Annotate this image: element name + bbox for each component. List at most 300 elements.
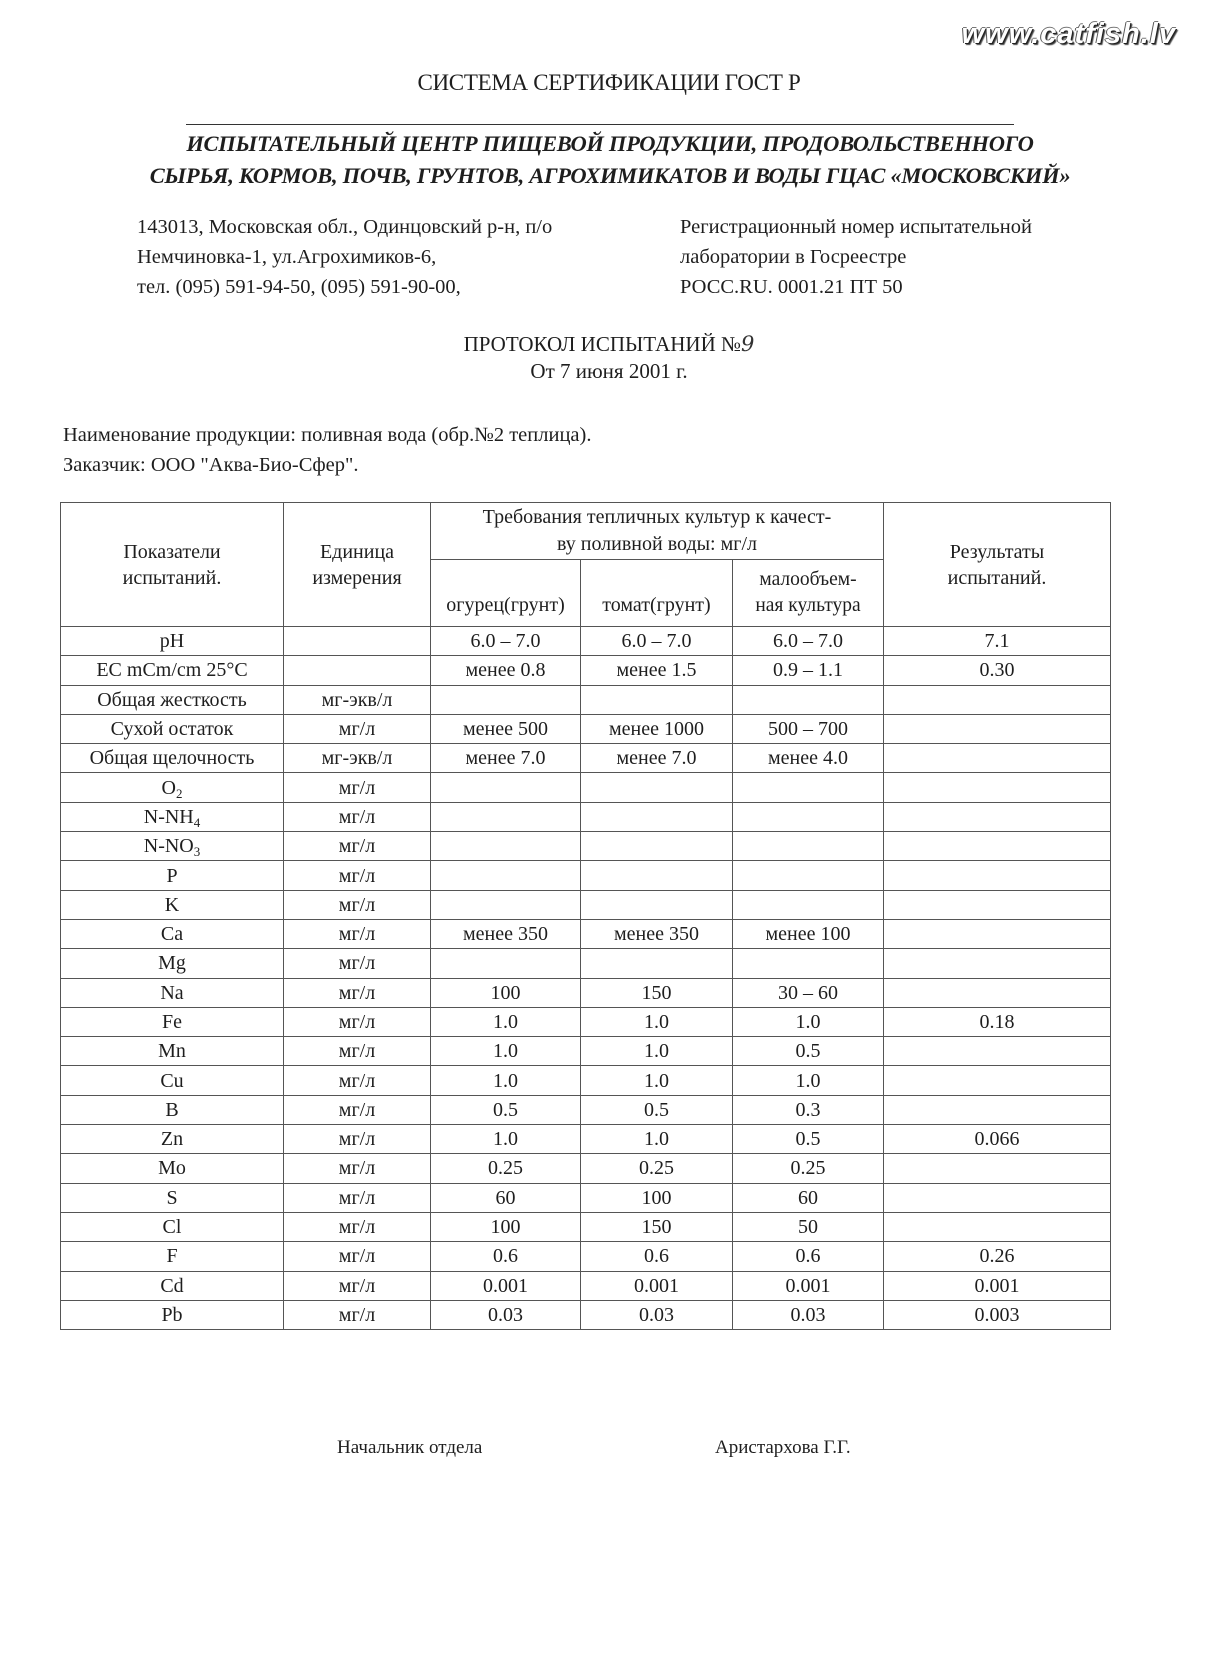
low-volume-cell-text: 0.001 (785, 1274, 831, 1297)
center-name-line-2: СЫРЬЯ, КОРМОВ, ПОЧВ, ГРУНТОВ, АГРОХИМИКАТОВ И ВОДЫ ГЦАС «МОСКОВСКИЙ» (149, 163, 1071, 188)
result-cell-text: 0.30 (979, 659, 1015, 682)
cucumber-cell-text: 0.6 (493, 1245, 518, 1268)
cucumber-cell-text: 60 (495, 1186, 516, 1209)
watermark: www.catfish.lv (961, 18, 1176, 50)
unit-cell-text: мг-экв/л (321, 688, 393, 711)
result-cell (884, 1095, 1111, 1124)
table-row (61, 1242, 1111, 1271)
unit-cell-text: мг/л (338, 1274, 376, 1297)
cucumber-cell-text: 0.25 (488, 1157, 523, 1180)
cucumber-cell (431, 1183, 581, 1212)
low-volume-cell (733, 919, 884, 948)
result-cell (884, 1125, 1111, 1154)
unit-cell (284, 773, 431, 802)
tomato-cell (581, 919, 733, 948)
protocol-date: От 7 июня 2001 г. (530, 359, 688, 383)
cucumber-cell-text: менее 7.0 (465, 747, 546, 770)
indicator-cell-text: Cu (160, 1069, 184, 1092)
table-row (61, 1037, 1111, 1066)
tomato-cell (581, 1066, 733, 1095)
result-cell (884, 802, 1111, 831)
cucumber-cell-text: 0.03 (488, 1303, 523, 1326)
unit-cell (284, 1066, 431, 1095)
header-text: ная культура (755, 595, 861, 616)
low-volume-cell-text: 50 (798, 1216, 818, 1239)
result-cell (884, 656, 1111, 685)
unit-cell (284, 1271, 431, 1300)
table-row (61, 1154, 1111, 1183)
result-cell (884, 861, 1111, 890)
cucumber-cell (431, 832, 581, 861)
indicator-cell (61, 773, 284, 802)
indicator-cell-text: Mn (158, 1040, 186, 1063)
indicator-cell (61, 656, 284, 685)
low-volume-cell (733, 949, 884, 978)
indicator-cell-text: O (161, 776, 176, 799)
unit-cell (284, 1212, 431, 1241)
unit-cell-text: мг-экв/л (321, 747, 393, 770)
result-cell (884, 773, 1111, 802)
unit-cell-text: мг/л (338, 1157, 376, 1180)
product-name: Наименование продукции: поливная вода (обр.№2 теплица). (63, 424, 592, 446)
unit-cell (284, 802, 431, 831)
table-row (61, 1095, 1111, 1124)
low-volume-cell (733, 1154, 884, 1183)
table-row (61, 861, 1111, 890)
address-line: тел. (095) 591-94-50, (095) 591-90-00, (137, 276, 461, 298)
unit-cell-text: мг/л (338, 1245, 376, 1268)
tomato-cell (581, 1212, 733, 1241)
subscript: 4 (193, 814, 201, 830)
indicator-cell-text: Общая жесткость (97, 688, 247, 711)
low-volume-cell (733, 1242, 884, 1271)
tomato-cell (581, 1037, 733, 1066)
unit-cell-text: мг/л (338, 864, 376, 887)
unit-cell (284, 1300, 431, 1329)
signatory-position: Начальник отдела (337, 1437, 483, 1458)
table-row (61, 1007, 1111, 1036)
cucumber-cell (431, 1154, 581, 1183)
header-requirements (431, 503, 884, 560)
unit-cell-text: мг/л (338, 1216, 376, 1239)
tomato-cell-text: 150 (641, 981, 672, 1004)
indicator-cell-text: Cd (160, 1274, 184, 1297)
tomato-cell (581, 978, 733, 1007)
low-volume-cell-text: 0.25 (790, 1157, 826, 1180)
subscript: 2 (175, 785, 183, 801)
tomato-cell-text: 1.0 (644, 1128, 669, 1151)
result-cell-text: 0.001 (974, 1274, 1020, 1297)
unit-cell-text: мг/л (338, 923, 376, 946)
table-row (61, 978, 1111, 1007)
cucumber-cell-text: 1.0 (493, 1069, 518, 1092)
table-row (61, 656, 1111, 685)
unit-cell-text: мг/л (338, 1186, 376, 1209)
tomato-cell (581, 714, 733, 743)
registry-line: РОСС.RU. 0001.21 ПТ 50 (680, 276, 903, 298)
low-volume-cell-text: 0.5 (795, 1128, 821, 1151)
indicator-cell-text: Сухой остаток (110, 718, 234, 741)
cucumber-cell (431, 685, 581, 714)
result-cell (884, 832, 1111, 861)
result-cell (884, 714, 1111, 743)
unit-cell-text: мг/л (338, 952, 376, 975)
indicator-cell-text: Общая щелочность (89, 747, 255, 770)
tomato-cell (581, 1183, 733, 1212)
result-cell (884, 1271, 1111, 1300)
indicator-cell (61, 1095, 284, 1124)
result-cell-text: 0.003 (974, 1303, 1020, 1326)
header-low-volume (733, 560, 884, 627)
tomato-cell (581, 832, 733, 861)
cucumber-cell (431, 1066, 581, 1095)
indicator-cell (61, 978, 284, 1007)
result-cell (884, 1212, 1111, 1241)
result-cell (884, 1300, 1111, 1329)
result-cell-text: 0.26 (979, 1245, 1015, 1268)
unit-cell (284, 656, 431, 685)
low-volume-cell (733, 744, 884, 773)
tomato-cell (581, 890, 733, 919)
table-row (61, 802, 1111, 831)
unit-cell (284, 714, 431, 743)
tomato-cell (581, 1300, 733, 1329)
tomato-cell-text: 0.03 (639, 1303, 674, 1326)
tomato-cell (581, 1242, 733, 1271)
low-volume-cell (733, 978, 884, 1007)
cucumber-cell (431, 1095, 581, 1124)
cucumber-cell (431, 919, 581, 948)
table-row (61, 949, 1111, 978)
customer-name: Заказчик: ООО "Аква-Био-Сфер". (63, 454, 359, 476)
cucumber-cell (431, 802, 581, 831)
low-volume-cell-text: 6.0 – 7.0 (773, 630, 843, 653)
center-name-line-1: ИСПЫТАТЕЛЬНЫЙ ЦЕНТР ПИЩЕВОЙ ПРОДУКЦИИ, ПРОДОВОЛЬСТВЕННОГО (186, 131, 1034, 156)
cucumber-cell (431, 1007, 581, 1036)
low-volume-cell-text: 500 – 700 (768, 718, 848, 741)
signatory-name: Аристархова Г.Г. (715, 1437, 851, 1458)
unit-cell (284, 1125, 431, 1154)
product-info (63, 420, 591, 480)
unit-cell-text: мг/л (338, 1098, 376, 1121)
result-cell (884, 1154, 1111, 1183)
low-volume-cell-text: 30 – 60 (778, 981, 838, 1004)
low-volume-cell (733, 1300, 884, 1329)
indicator-cell (61, 1007, 284, 1036)
header-unit (284, 503, 431, 627)
tomato-cell-text: 1.0 (644, 1011, 669, 1033)
cucumber-cell-text: 100 (490, 981, 521, 1004)
table-row (61, 890, 1111, 919)
tomato-cell-text: менее 1.5 (616, 659, 697, 682)
tomato-cell-text: 0.001 (634, 1274, 679, 1297)
low-volume-cell-text: менее 100 (765, 923, 851, 946)
tomato-cell-text: 100 (641, 1186, 672, 1209)
low-volume-cell (733, 685, 884, 714)
indicator-cell (61, 714, 284, 743)
unit-cell-text: мг/л (338, 1011, 376, 1033)
indicator-cell (61, 685, 284, 714)
result-cell (884, 1007, 1111, 1036)
indicator-cell-text: Fe (162, 1011, 182, 1033)
indicator-cell-text: Zn (160, 1128, 184, 1151)
tomato-cell-text: 150 (641, 1216, 672, 1239)
tomato-cell (581, 773, 733, 802)
address-line: Немчиновка-1, ул.Агрохимиков-6, (137, 246, 437, 268)
low-volume-cell-text: 0.03 (790, 1303, 826, 1326)
header-results (884, 503, 1111, 627)
table-row (61, 1300, 1111, 1329)
table-row (61, 1212, 1111, 1241)
low-volume-cell (733, 890, 884, 919)
tomato-cell (581, 861, 733, 890)
unit-cell-text: мг/л (338, 1128, 376, 1151)
certification-system-title: СИСТЕМА СЕРТИФИКАЦИИ ГОСТ Р (417, 70, 801, 95)
address-line: 143013, Московская обл., Одинцовский р-н, п/о (137, 216, 553, 238)
unit-cell (284, 627, 431, 656)
unit-cell (284, 890, 431, 919)
cucumber-cell (431, 1125, 581, 1154)
cucumber-cell (431, 1037, 581, 1066)
low-volume-cell (733, 1066, 884, 1095)
indicator-cell-text: K (164, 893, 180, 916)
indicator-cell-text: N-NH (143, 805, 194, 828)
cucumber-cell (431, 1212, 581, 1241)
address-block (137, 212, 657, 302)
cucumber-cell-text: менее 0.8 (465, 659, 546, 682)
subscript: 3 (193, 844, 201, 860)
header-text: малообъем- (759, 569, 857, 590)
result-cell-text: 0.18 (979, 1011, 1015, 1033)
tomato-cell (581, 1007, 733, 1036)
unit-cell (284, 949, 431, 978)
table-row (61, 685, 1111, 714)
low-volume-cell-text: 60 (798, 1186, 818, 1209)
result-cell (884, 949, 1111, 978)
low-volume-cell-text: 0.6 (795, 1245, 821, 1268)
table-row (61, 832, 1111, 861)
result-cell (884, 1183, 1111, 1212)
low-volume-cell-text: 0.3 (795, 1098, 821, 1121)
indicator-cell-text: Mg (158, 952, 186, 975)
unit-cell-text: мг/л (338, 1069, 376, 1092)
indicator-cell (61, 890, 284, 919)
header-text: Показатели (123, 540, 221, 563)
indicator-cell (61, 919, 284, 948)
unit-cell (284, 919, 431, 948)
low-volume-cell (733, 832, 884, 861)
indicator-cell-text: B (165, 1098, 179, 1121)
indicator-cell (61, 802, 284, 831)
tomato-cell (581, 685, 733, 714)
low-volume-cell (733, 1095, 884, 1124)
indicator-cell-text: Mo (158, 1157, 186, 1180)
cucumber-cell (431, 627, 581, 656)
indicator-cell-text: S (166, 1186, 178, 1209)
tomato-cell (581, 744, 733, 773)
table-row (61, 1271, 1111, 1300)
cucumber-cell (431, 890, 581, 919)
low-volume-cell (733, 1271, 884, 1300)
unit-cell (284, 978, 431, 1007)
cucumber-cell-text: менее 350 (463, 923, 548, 946)
unit-cell (284, 1242, 431, 1271)
header-text: Единица (319, 540, 395, 563)
indicator-cell (61, 949, 284, 978)
tomato-cell (581, 1125, 733, 1154)
tomato-cell (581, 1154, 733, 1183)
low-volume-cell-text: 0.5 (795, 1040, 821, 1063)
indicator-cell (61, 1154, 284, 1183)
unit-cell-text: мг/л (338, 805, 376, 828)
tomato-cell-text: 6.0 – 7.0 (621, 630, 692, 653)
indicator-cell-text: Ca (160, 923, 184, 946)
tomato-cell-text: 0.25 (639, 1157, 674, 1180)
header-text: Результаты (949, 540, 1045, 563)
low-volume-cell-text: 1.0 (795, 1011, 821, 1033)
tomato-cell-text: менее 1000 (609, 718, 704, 741)
cucumber-cell-text: 0.001 (483, 1274, 528, 1297)
indicator-cell (61, 1271, 284, 1300)
tomato-cell-text: 1.0 (644, 1069, 669, 1092)
result-cell-text: 0.066 (974, 1128, 1020, 1151)
result-cell-text: 7.1 (984, 630, 1010, 653)
indicator-cell-text: Cl (162, 1216, 182, 1239)
registry-line: Регистрационный номер испытательной (680, 216, 1032, 238)
low-volume-cell (733, 1037, 884, 1066)
protocol-number: 9 (741, 332, 755, 356)
indicator-cell (61, 1037, 284, 1066)
unit-cell-text: мг/л (338, 1040, 376, 1063)
low-volume-cell (733, 714, 884, 743)
result-cell (884, 685, 1111, 714)
tomato-cell (581, 949, 733, 978)
tomato-cell-text: менее 7.0 (616, 747, 697, 770)
table-row (61, 773, 1111, 802)
table-row (61, 744, 1111, 773)
unit-cell (284, 1183, 431, 1212)
low-volume-cell-text: 1.0 (795, 1069, 821, 1092)
table-row (61, 627, 1111, 656)
indicator-cell (61, 1183, 284, 1212)
header-text: измерения (312, 566, 402, 589)
tomato-cell-text: 0.6 (644, 1245, 669, 1268)
indicator-cell (61, 627, 284, 656)
table-row (61, 1125, 1111, 1154)
indicator-cell-text: Pb (161, 1303, 183, 1326)
indicator-cell (61, 832, 284, 861)
low-volume-cell (733, 1125, 884, 1154)
result-cell (884, 744, 1111, 773)
cucumber-cell-text: 0.5 (493, 1098, 518, 1121)
low-volume-cell (733, 802, 884, 831)
cucumber-cell-text: 100 (490, 1216, 521, 1239)
unit-cell-text: мг/л (338, 1303, 376, 1326)
cucumber-cell (431, 949, 581, 978)
result-cell (884, 978, 1111, 1007)
header-divider (186, 124, 1014, 125)
low-volume-cell (733, 773, 884, 802)
unit-cell-text: мг/л (338, 718, 376, 741)
indicator-cell (61, 1242, 284, 1271)
cucumber-cell (431, 744, 581, 773)
indicator-cell (61, 861, 284, 890)
table-row (61, 1066, 1111, 1095)
header-text: испытаний. (122, 566, 222, 589)
cucumber-cell (431, 656, 581, 685)
unit-cell (284, 1037, 431, 1066)
low-volume-cell (733, 861, 884, 890)
unit-cell-text: мг/л (338, 981, 376, 1004)
unit-cell (284, 1095, 431, 1124)
result-cell (884, 1242, 1111, 1271)
unit-cell-text: мг/л (338, 835, 376, 858)
result-cell (884, 890, 1111, 919)
indicator-cell-text: Na (160, 981, 184, 1004)
cucumber-cell-text: 6.0 – 7.0 (470, 630, 541, 653)
low-volume-cell (733, 627, 884, 656)
result-cell (884, 627, 1111, 656)
header-tomato: томат(грунт) (581, 560, 733, 627)
table-row (61, 714, 1111, 743)
cucumber-cell (431, 978, 581, 1007)
header-cucumber: огурец(грунт) (431, 560, 581, 627)
cucumber-cell-text: 1.0 (493, 1040, 518, 1063)
tomato-cell (581, 627, 733, 656)
low-volume-cell (733, 1212, 884, 1241)
unit-cell (284, 1154, 431, 1183)
indicator-cell-text: N-NO (143, 835, 194, 858)
table-row (61, 1183, 1111, 1212)
low-volume-cell (733, 1183, 884, 1212)
indicator-cell (61, 744, 284, 773)
tomato-cell-text: 0.5 (644, 1098, 669, 1121)
results-table (60, 502, 1111, 1330)
cucumber-cell (431, 1300, 581, 1329)
tomato-cell (581, 1095, 733, 1124)
header-text: ву поливной воды: мг/л (556, 533, 758, 555)
protocol-title-text: ПРОТОКОЛ ИСПЫТАНИЙ № (463, 332, 742, 356)
cucumber-cell-text: 1.0 (493, 1011, 518, 1033)
indicator-cell-text: F (166, 1245, 178, 1268)
cucumber-cell (431, 714, 581, 743)
header-text: испытаний. (947, 566, 1047, 589)
tomato-cell-text: менее 350 (614, 923, 699, 946)
result-cell (884, 1037, 1111, 1066)
low-volume-cell-text: 0.9 – 1.1 (773, 659, 843, 682)
testing-center-name (40, 128, 1180, 192)
indicator-cell (61, 1300, 284, 1329)
indicator-cell (61, 1066, 284, 1095)
low-volume-cell (733, 1007, 884, 1036)
cucumber-cell (431, 1271, 581, 1300)
low-volume-cell-text: менее 4.0 (768, 747, 848, 770)
cucumber-cell (431, 861, 581, 890)
tomato-cell (581, 1271, 733, 1300)
unit-cell (284, 744, 431, 773)
indicator-cell (61, 1212, 284, 1241)
cucumber-cell-text: менее 500 (463, 718, 548, 741)
cucumber-cell-text: 1.0 (493, 1128, 518, 1151)
unit-cell-text: мг/л (338, 893, 376, 916)
indicator-cell-text: EC mCm/cm 25°C (96, 659, 248, 682)
header-indicator (61, 503, 284, 627)
tomato-cell-text: 1.0 (644, 1040, 669, 1063)
unit-cell (284, 832, 431, 861)
result-cell (884, 919, 1111, 948)
tomato-cell (581, 656, 733, 685)
tomato-cell (581, 802, 733, 831)
